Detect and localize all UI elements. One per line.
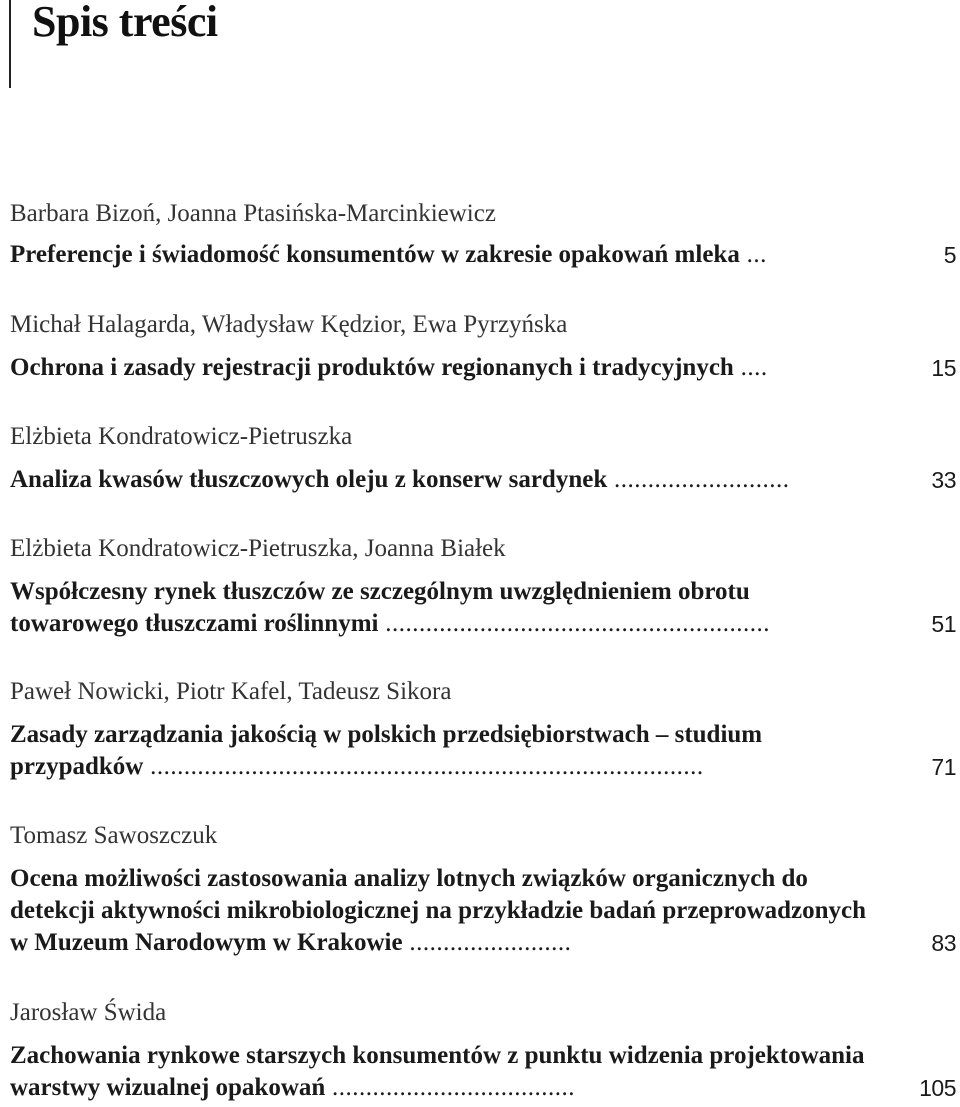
toc-entry (10, 199, 960, 271)
toc-leader-dots: .... (733, 354, 768, 381)
toc-authors: Barbara Bizoń, Joanna Ptasińska-Marcinkiewicz (10, 200, 496, 227)
page-title: Spis treści (32, 0, 218, 46)
toc-page-number: 71 (931, 754, 956, 780)
toc-title[interactable] (10, 352, 880, 384)
toc-entry (10, 677, 960, 783)
toc-title[interactable] (10, 719, 880, 783)
toc-authors: Paweł Nowicki, Piotr Kafel, Tadeusz Sikora (10, 678, 452, 705)
toc-entry (10, 422, 960, 496)
toc-title-text: Zachowania rynkowe starszych konsumentów z punktu widzenia projektowania warstwy wizualnej opakowań (10, 1042, 865, 1101)
toc-leader-dots: .......................... (607, 466, 790, 493)
toc-page-number: 83 (931, 930, 956, 956)
toc-page-number: 15 (931, 355, 956, 381)
toc-page-number: 51 (931, 611, 956, 637)
toc-title-block[interactable] (10, 239, 960, 271)
toc-title-text: Współczesny rynek tłuszczów ze szczególnym uwzględnieniem obrotu towarowego tłuszczami roślinnymi (10, 578, 750, 637)
toc-title[interactable] (10, 863, 880, 959)
toc-authors: Jarosław Świda (10, 999, 167, 1026)
toc-title[interactable] (10, 576, 880, 640)
toc-title-block[interactable] (10, 719, 960, 783)
toc-title[interactable] (10, 1040, 880, 1104)
toc-entry (10, 821, 960, 959)
toc-leader-dots: .................................................................................. (143, 753, 704, 780)
toc-title-text: Ocena możliwości zastosowania analizy lotnych związków organicznych do detekcji aktywności mikrobiologicznej na przykładzie badań przeprowadzonych w Muzeum Narodowym w Krakowie (10, 865, 867, 956)
toc-entry (10, 534, 960, 640)
toc-title-block[interactable] (10, 464, 960, 496)
toc-title-text: Analiza kwasów tłuszczowych oleju z konserw sardynek (10, 466, 608, 493)
toc-authors: Michał Halagarda, Władysław Kędzior, Ewa Pyrzyńska (10, 311, 568, 338)
toc-title-block[interactable] (10, 352, 960, 384)
toc-title-block[interactable] (10, 1040, 960, 1104)
toc-page-number: 33 (931, 467, 956, 493)
toc-page-number: 5 (943, 242, 956, 268)
toc-title-text: Preferencje i świadomość konsumentów w zakresie opakowań mleka (10, 241, 740, 268)
toc-title-block[interactable] (10, 863, 960, 959)
toc-title[interactable] (10, 464, 880, 496)
toc-leader-dots: ......................................................... (378, 610, 770, 637)
toc-authors: Tomasz Sawoszczuk (10, 822, 218, 849)
toc-title-text: Zasady zarządzania jakością w polskich przedsiębiorstwach – studium przypadków (10, 721, 763, 780)
toc-authors: Elżbieta Kondratowicz-Pietruszka, Joanna Białek (10, 535, 506, 562)
toc-title[interactable] (10, 239, 880, 271)
title-rule (9, 0, 11, 88)
toc-leader-dots: ........................ (402, 929, 572, 956)
toc-title-block[interactable] (10, 576, 960, 640)
toc-title-text: Ochrona i zasady rejestracji produktów regionanych i tradycyjnych (10, 354, 734, 381)
toc-entry (10, 998, 960, 1104)
toc-entry (10, 310, 960, 384)
toc-authors: Elżbieta Kondratowicz-Pietruszka (10, 423, 353, 450)
toc-page-number: 105 (919, 1075, 956, 1101)
toc-leader-dots: .................................... (325, 1074, 576, 1101)
toc-leader-dots: ... (739, 241, 767, 268)
